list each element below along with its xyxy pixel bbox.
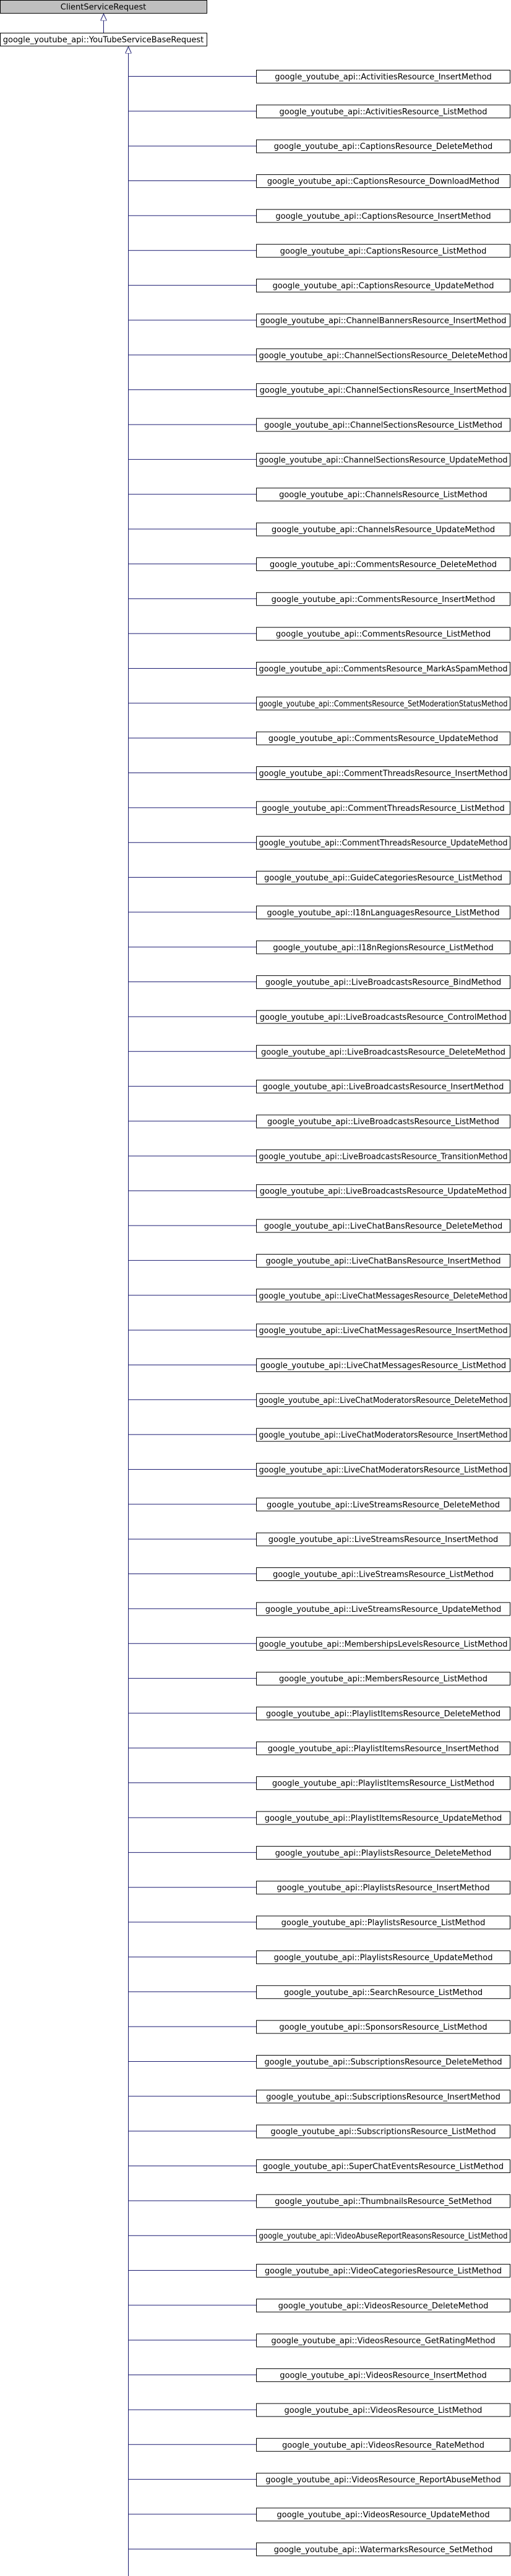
derived-class-label: google_youtube_api::ActivitiesResource_InsertMethod [275,72,492,82]
derived-class-node[interactable] [257,453,510,466]
derived-class-node[interactable] [257,2055,510,2068]
derived-class-list [257,70,510,2576]
root-class-node[interactable] [1,1,207,14]
derived-class-label: google_youtube_api::ChannelBannersResource_InsertMethod [260,316,507,326]
derived-class-label: google_youtube_api::PlaylistsResource_UpdateMethod [273,1953,493,1963]
derived-class-label: google_youtube_api::ChannelsResource_UpdateMethod [271,525,496,535]
derived-class-label: google_youtube_api::SearchResource_ListMethod [283,1988,483,1998]
derived-class-label: google_youtube_api::PlaylistItemsResource_UpdateMethod [264,1814,502,1823]
derived-class-label: google_youtube_api::PlaylistItemsResource_ListMethod [272,1779,495,1789]
derived-class-label: google_youtube_api::VideosResource_InsertMethod [280,2371,487,2381]
derived-class-node[interactable] [257,767,510,780]
derived-class-node[interactable] [257,1951,510,1964]
derived-class-node[interactable] [257,2299,510,2312]
derived-class-node[interactable] [257,1324,510,1337]
derived-class-node[interactable] [257,105,510,118]
derived-class-label: google_youtube_api::CommentsResource_DeleteMethod [269,560,497,570]
derived-class-label: google_youtube_api::LiveChatMessagesResource_ListMethod [260,1361,507,1371]
derived-class-label: google_youtube_api::LiveStreamsResource_InsertMethod [268,1535,499,1545]
derived-class-label: google_youtube_api::PlaylistsResource_ListMethod [281,1918,486,1928]
derived-class-node[interactable] [257,802,510,815]
derived-class-node[interactable] [257,1881,510,1894]
derived-class-label: google_youtube_api::LiveChatMessagesResource_InsertMethod [259,1326,508,1336]
derived-class-node[interactable] [257,1045,510,1058]
derived-class-node[interactable] [257,906,510,919]
derived-class-label: google_youtube_api::CommentThreadsResource_ListMethod [262,803,505,813]
derived-class-label: google_youtube_api::CaptionsResource_DownloadMethod [267,177,500,187]
derived-class-label: google_youtube_api::VideosResource_DeleteMethod [278,2301,489,2311]
derived-class-node[interactable] [257,2543,510,2556]
derived-class-label: google_youtube_api::ChannelSectionsResource_UpdateMethod [259,455,508,465]
derived-class-node[interactable] [257,662,510,675]
derived-class-label: google_youtube_api::ChannelsResource_ListMethod [279,490,487,500]
derived-class-label: google_youtube_api::LiveBroadcastsResource_DeleteMethod [260,1048,506,1057]
derived-class-label: google_youtube_api::LiveChatBansResource_DeleteMethod [264,1222,503,1232]
derived-class-label: google_youtube_api::MembershipsLevelsResource_ListMethod [259,1640,508,1650]
derived-class-label: google_youtube_api::MembersResource_ListMethod [279,1674,487,1684]
derived-class-label: google_youtube_api::LiveStreamsResource_UpdateMethod [265,1604,502,1614]
derived-class-label: google_youtube_api::CommentsResource_ListMethod [275,630,491,640]
derived-class-label: google_youtube_api::CommentsResource_InsertMethod [271,595,496,604]
derived-class-node[interactable] [257,1464,510,1477]
derived-class-label: google_youtube_api::LiveBroadcastsResource_ControlMethod [259,1012,507,1022]
derived-class-label: google_youtube_api::CommentsResource_MarkAsSpamMethod [259,664,508,674]
derived-class-label: google_youtube_api::CommentThreadsResource_InsertMethod [259,769,508,779]
derived-class-node[interactable] [257,732,510,745]
derived-class-node[interactable] [257,2020,510,2033]
derived-class-node[interactable] [257,2508,510,2521]
derived-class-node[interactable] [257,697,510,710]
derived-class-node[interactable] [257,2473,510,2486]
derived-class-node[interactable] [257,1637,510,1650]
derived-class-node[interactable] [257,1358,510,1371]
derived-class-label: google_youtube_api::LiveChatModeratorsResource_DeleteMethod [259,1396,508,1405]
derived-class-label: google_youtube_api::WatermarksResource_SetMethod [273,2545,493,2555]
derived-class-node[interactable] [257,1986,510,1999]
derived-class-node[interactable] [257,1080,510,1093]
derived-class-label: google_youtube_api::VideosResource_ListMethod [284,2405,483,2415]
derived-class-label: google_youtube_api::LiveBroadcastsResource_BindMethod [265,978,502,988]
derived-class-label: google_youtube_api::PlaylistItemsResource_DeleteMethod [265,1709,501,1719]
derived-class-node[interactable] [257,349,510,362]
derived-class-label: google_youtube_api::LiveStreamsResource_ListMethod [272,1570,494,1580]
derived-class-label: google_youtube_api::I18nRegionsResource_ListMethod [273,943,494,953]
derived-class-node[interactable] [257,1742,510,1755]
derived-class-label: google_youtube_api::CaptionsResource_DeleteMethod [273,142,493,152]
derived-class-node[interactable] [257,1010,510,1023]
derived-class-node[interactable] [257,976,510,989]
derived-class-label: google_youtube_api::SubscriptionsResource_DeleteMethod [264,2057,502,2067]
derived-class-node[interactable] [257,175,510,188]
derived-class-label: google_youtube_api::ThumbnailsResource_SetMethod [275,2197,492,2206]
derived-class-label: google_youtube_api::SponsorsResource_ListMethod [279,2023,487,2033]
derived-class-node[interactable] [257,1603,510,1616]
derived-class-label: google_youtube_api::PlaylistsResource_InsertMethod [277,1883,490,1893]
derived-class-label: google_youtube_api::PlaylistItemsResource_InsertMethod [267,1744,499,1754]
derived-class-node[interactable] [257,1150,510,1163]
derived-class-node[interactable] [257,2090,510,2103]
derived-class-node[interactable] [257,2334,510,2347]
derived-class-label: google_youtube_api::LiveChatModeratorsResource_ListMethod [259,1465,508,1475]
derived-class-label: google_youtube_api::I18nLanguagesResource_ListMethod [267,908,500,918]
derived-class-node[interactable] [257,279,510,292]
derived-class-label: google_youtube_api::ChannelSectionsResource_InsertMethod [259,386,507,396]
derived-class-label: google_youtube_api::CaptionsResource_ListMethod [280,247,487,256]
derived-class-node[interactable] [257,871,510,884]
root-class-label: ClientServiceRequest [60,2,147,12]
derived-class-node[interactable] [257,2229,510,2242]
derived-class-node[interactable] [257,2438,510,2451]
derived-class-node[interactable] [257,1185,510,1198]
derived-class-node[interactable] [257,941,510,954]
derived-class-node[interactable] [257,2265,510,2277]
derived-class-label: google_youtube_api::VideoAbuseReportReasonsResource_ListMethod [259,2232,508,2242]
derived-class-node[interactable] [257,1254,510,1267]
derived-class-label: google_youtube_api::VideosResource_RateMethod [282,2441,484,2451]
derived-class-node[interactable] [257,488,510,501]
derived-class-label: google_youtube_api::CommentsResource_SetModerationStatusMethod [259,699,508,709]
derived-class-label: google_youtube_api::VideosResource_GetRatingMethod [271,2336,496,2346]
derived-class-label: google_youtube_api::VideosResource_ReportAbuseMethod [265,2475,501,2485]
derived-class-node[interactable] [257,1219,510,1232]
derived-class-label: google_youtube_api::CommentThreadsResource_UpdateMethod [259,839,508,849]
derived-class-label: google_youtube_api::LiveChatMessagesResource_DeleteMethod [259,1291,508,1301]
derived-class-label: google_youtube_api::ActivitiesResource_ListMethod [279,107,487,117]
derived-class-node[interactable] [257,2160,510,2173]
derived-class-node[interactable] [257,2369,510,2382]
derived-class-label: google_youtube_api::CommentsResource_UpdateMethod [268,734,499,744]
derived-class-label: google_youtube_api::LiveBroadcastsResource_InsertMethod [262,1082,504,1092]
derived-class-node[interactable] [257,1672,510,1685]
derived-class-node[interactable] [257,1115,510,1128]
derived-class-node[interactable] [257,627,510,640]
base-class-label: google_youtube_api::YouTubeServiceBaseRequest [2,35,204,45]
derived-class-node[interactable] [257,1394,510,1407]
derived-class-node[interactable] [257,1289,510,1302]
derived-class-node[interactable] [257,593,510,606]
derived-class-label: google_youtube_api::GuideCategoriesResource_ListMethod [264,873,502,883]
derived-class-label: google_youtube_api::CaptionsResource_UpdateMethod [272,281,494,291]
derived-class-node[interactable] [257,70,510,83]
derived-class-node[interactable] [257,1777,510,1790]
inheritance-edges [104,14,257,2576]
derived-class-label: google_youtube_api::CaptionsResource_InsertMethod [275,211,491,221]
derived-class-label: google_youtube_api::VideoCategoriesResource_ListMethod [264,2266,502,2276]
derived-class-node[interactable] [257,1916,510,1929]
derived-class-label: google_youtube_api::LiveChatBansResource_InsertMethod [265,1256,501,1266]
derived-class-node[interactable] [257,1846,510,1859]
derived-class-node[interactable] [257,314,510,327]
derived-class-node[interactable] [257,2195,510,2208]
derived-class-node[interactable] [257,418,510,431]
derived-class-node[interactable] [257,244,510,257]
derived-class-node[interactable] [257,2125,510,2138]
derived-class-node[interactable] [257,1811,510,1824]
base-class-node[interactable] [1,33,207,46]
derived-class-label: google_youtube_api::ChannelSectionsResource_ListMethod [264,421,503,430]
derived-class-label: google_youtube_api::LiveBroadcastsResource_ListMethod [267,1117,500,1127]
derived-class-label: google_youtube_api::LiveBroadcastsResource_UpdateMethod [259,1187,507,1197]
derived-class-label: google_youtube_api::SuperChatEventsResource_ListMethod [262,2162,504,2172]
derived-class-node[interactable] [257,523,510,536]
derived-class-node[interactable] [257,1568,510,1581]
derived-class-label: google_youtube_api::LiveStreamsResource_DeleteMethod [266,1500,500,1510]
derived-class-node[interactable] [257,2404,510,2417]
derived-class-node[interactable] [257,140,510,153]
derived-class-node[interactable] [257,1707,510,1720]
derived-class-label: google_youtube_api::LiveBroadcastsResource_TransitionMethod [259,1152,508,1162]
derived-class-label: google_youtube_api::LiveChatModeratorsResource_InsertMethod [259,1431,508,1441]
derived-class-node[interactable] [257,557,510,570]
derived-class-label: google_youtube_api::VideosResource_UpdateMethod [277,2510,490,2520]
derived-class-node[interactable] [257,1428,510,1441]
derived-class-node[interactable] [257,1533,510,1546]
derived-class-label: google_youtube_api::SubscriptionsResource_ListMethod [270,2127,496,2137]
derived-class-label: google_youtube_api::SubscriptionsResource_InsertMethod [266,2092,500,2102]
derived-class-label: google_youtube_api::PlaylistsResource_DeleteMethod [275,1849,492,1858]
derived-class-node[interactable] [257,1498,510,1511]
derived-class-node[interactable] [257,210,510,222]
derived-class-label: google_youtube_api::ChannelSectionsResource_DeleteMethod [259,351,508,361]
derived-class-node[interactable] [257,836,510,849]
derived-class-node[interactable] [257,384,510,397]
